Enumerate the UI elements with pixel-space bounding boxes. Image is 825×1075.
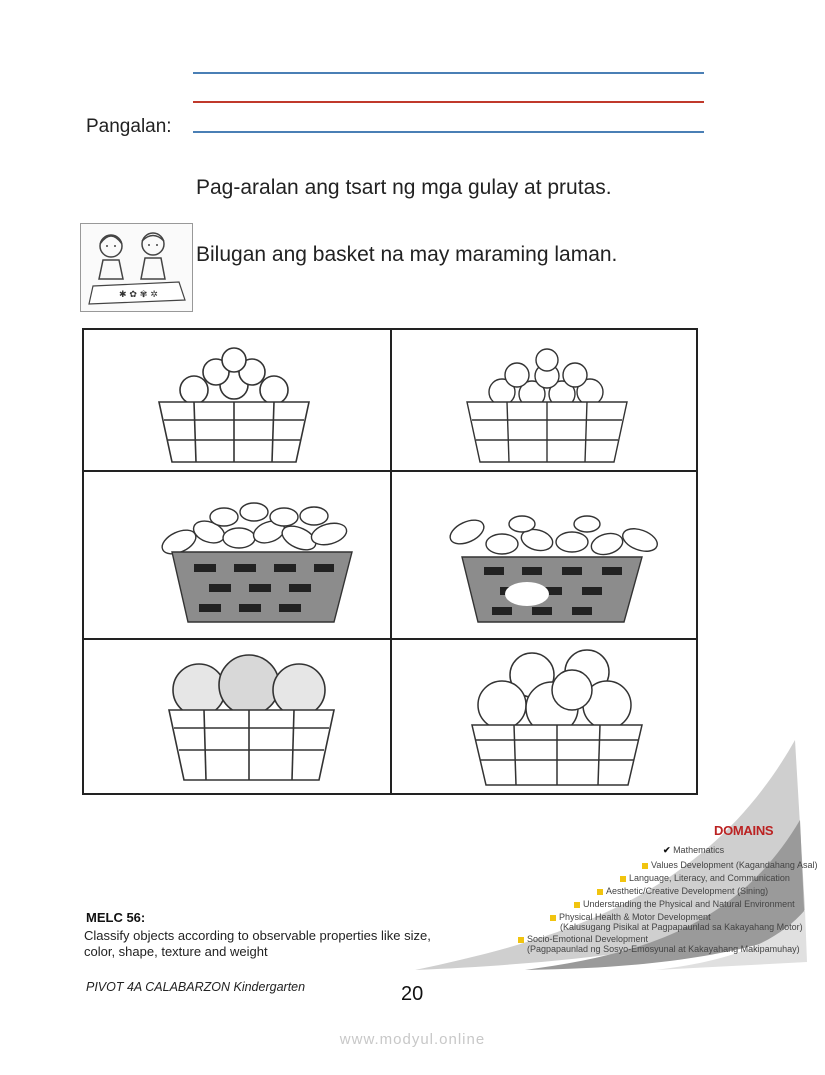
domain-item: Physical Health & Motor Development xyxy=(550,912,711,922)
apple-basket-left xyxy=(159,348,309,462)
children-drawing-illustration xyxy=(80,223,193,312)
melc-title: MELC 56: xyxy=(86,910,146,925)
writing-line-middle xyxy=(193,101,704,103)
instruction-circle: Bilugan ang basket na may maraming laman. xyxy=(196,243,618,266)
bullet-icon xyxy=(550,915,556,921)
bullet-icon xyxy=(597,889,603,895)
apple-basket-left-cell[interactable] xyxy=(84,330,390,470)
domain-item-subtitle: (Pagpapaunlad ng Sosyo-Emosyunal at Kakayahang Makipamuhay) xyxy=(527,944,800,954)
domain-item: Aesthetic/Creative Development (Sining) xyxy=(597,886,768,896)
carrot-basket-right xyxy=(446,515,660,622)
bullet-icon xyxy=(642,863,648,869)
domains-title: DOMAINS xyxy=(714,823,774,838)
orange-basket-left-cell[interactable] xyxy=(84,640,390,795)
domain-item-subtitle: (Kalusugang Pisikal at Pagpapaunlad sa Kakayahang Motor) xyxy=(560,922,803,932)
domain-item: ✔ Mathematics xyxy=(663,845,725,855)
instruction-study: Pag-aralan ang tsart ng mga gulay at prutas. xyxy=(196,176,612,199)
svg-text:✱ ✿ ✾ ✲: ✱ ✿ ✾ ✲ xyxy=(119,290,158,300)
domain-item: Socio-Emotional Development xyxy=(518,934,648,944)
name-label: Pangalan: xyxy=(86,116,172,137)
carrot-basket-left xyxy=(158,503,352,622)
apple-basket-right xyxy=(467,349,627,462)
check-icon: ✔ xyxy=(663,845,671,855)
watermark: www.modyul.online xyxy=(339,1031,486,1048)
page-number: 20 xyxy=(401,983,424,1005)
apple-basket-right-cell[interactable] xyxy=(392,330,698,470)
carrot-basket-left-cell[interactable] xyxy=(84,472,390,638)
domain-item: Language, Literacy, and Communication xyxy=(620,873,790,883)
bullet-icon xyxy=(518,937,524,943)
melc-description: Classify objects according to observable properties like size, color, shape, texture and weight xyxy=(84,928,431,959)
domain-item: Values Development (Kagandahang Asal) xyxy=(642,860,817,870)
footer-source: PIVOT 4A CALABARZON Kindergarten xyxy=(86,980,306,994)
domain-item: Understanding the Physical and Natural Environment xyxy=(574,899,795,909)
bullet-icon xyxy=(620,876,626,882)
writing-line-top xyxy=(193,72,704,74)
orange-basket-left xyxy=(169,655,334,780)
writing-line-bottom xyxy=(193,131,704,133)
bullet-icon xyxy=(574,902,580,908)
carrot-basket-right-cell[interactable] xyxy=(392,472,698,638)
